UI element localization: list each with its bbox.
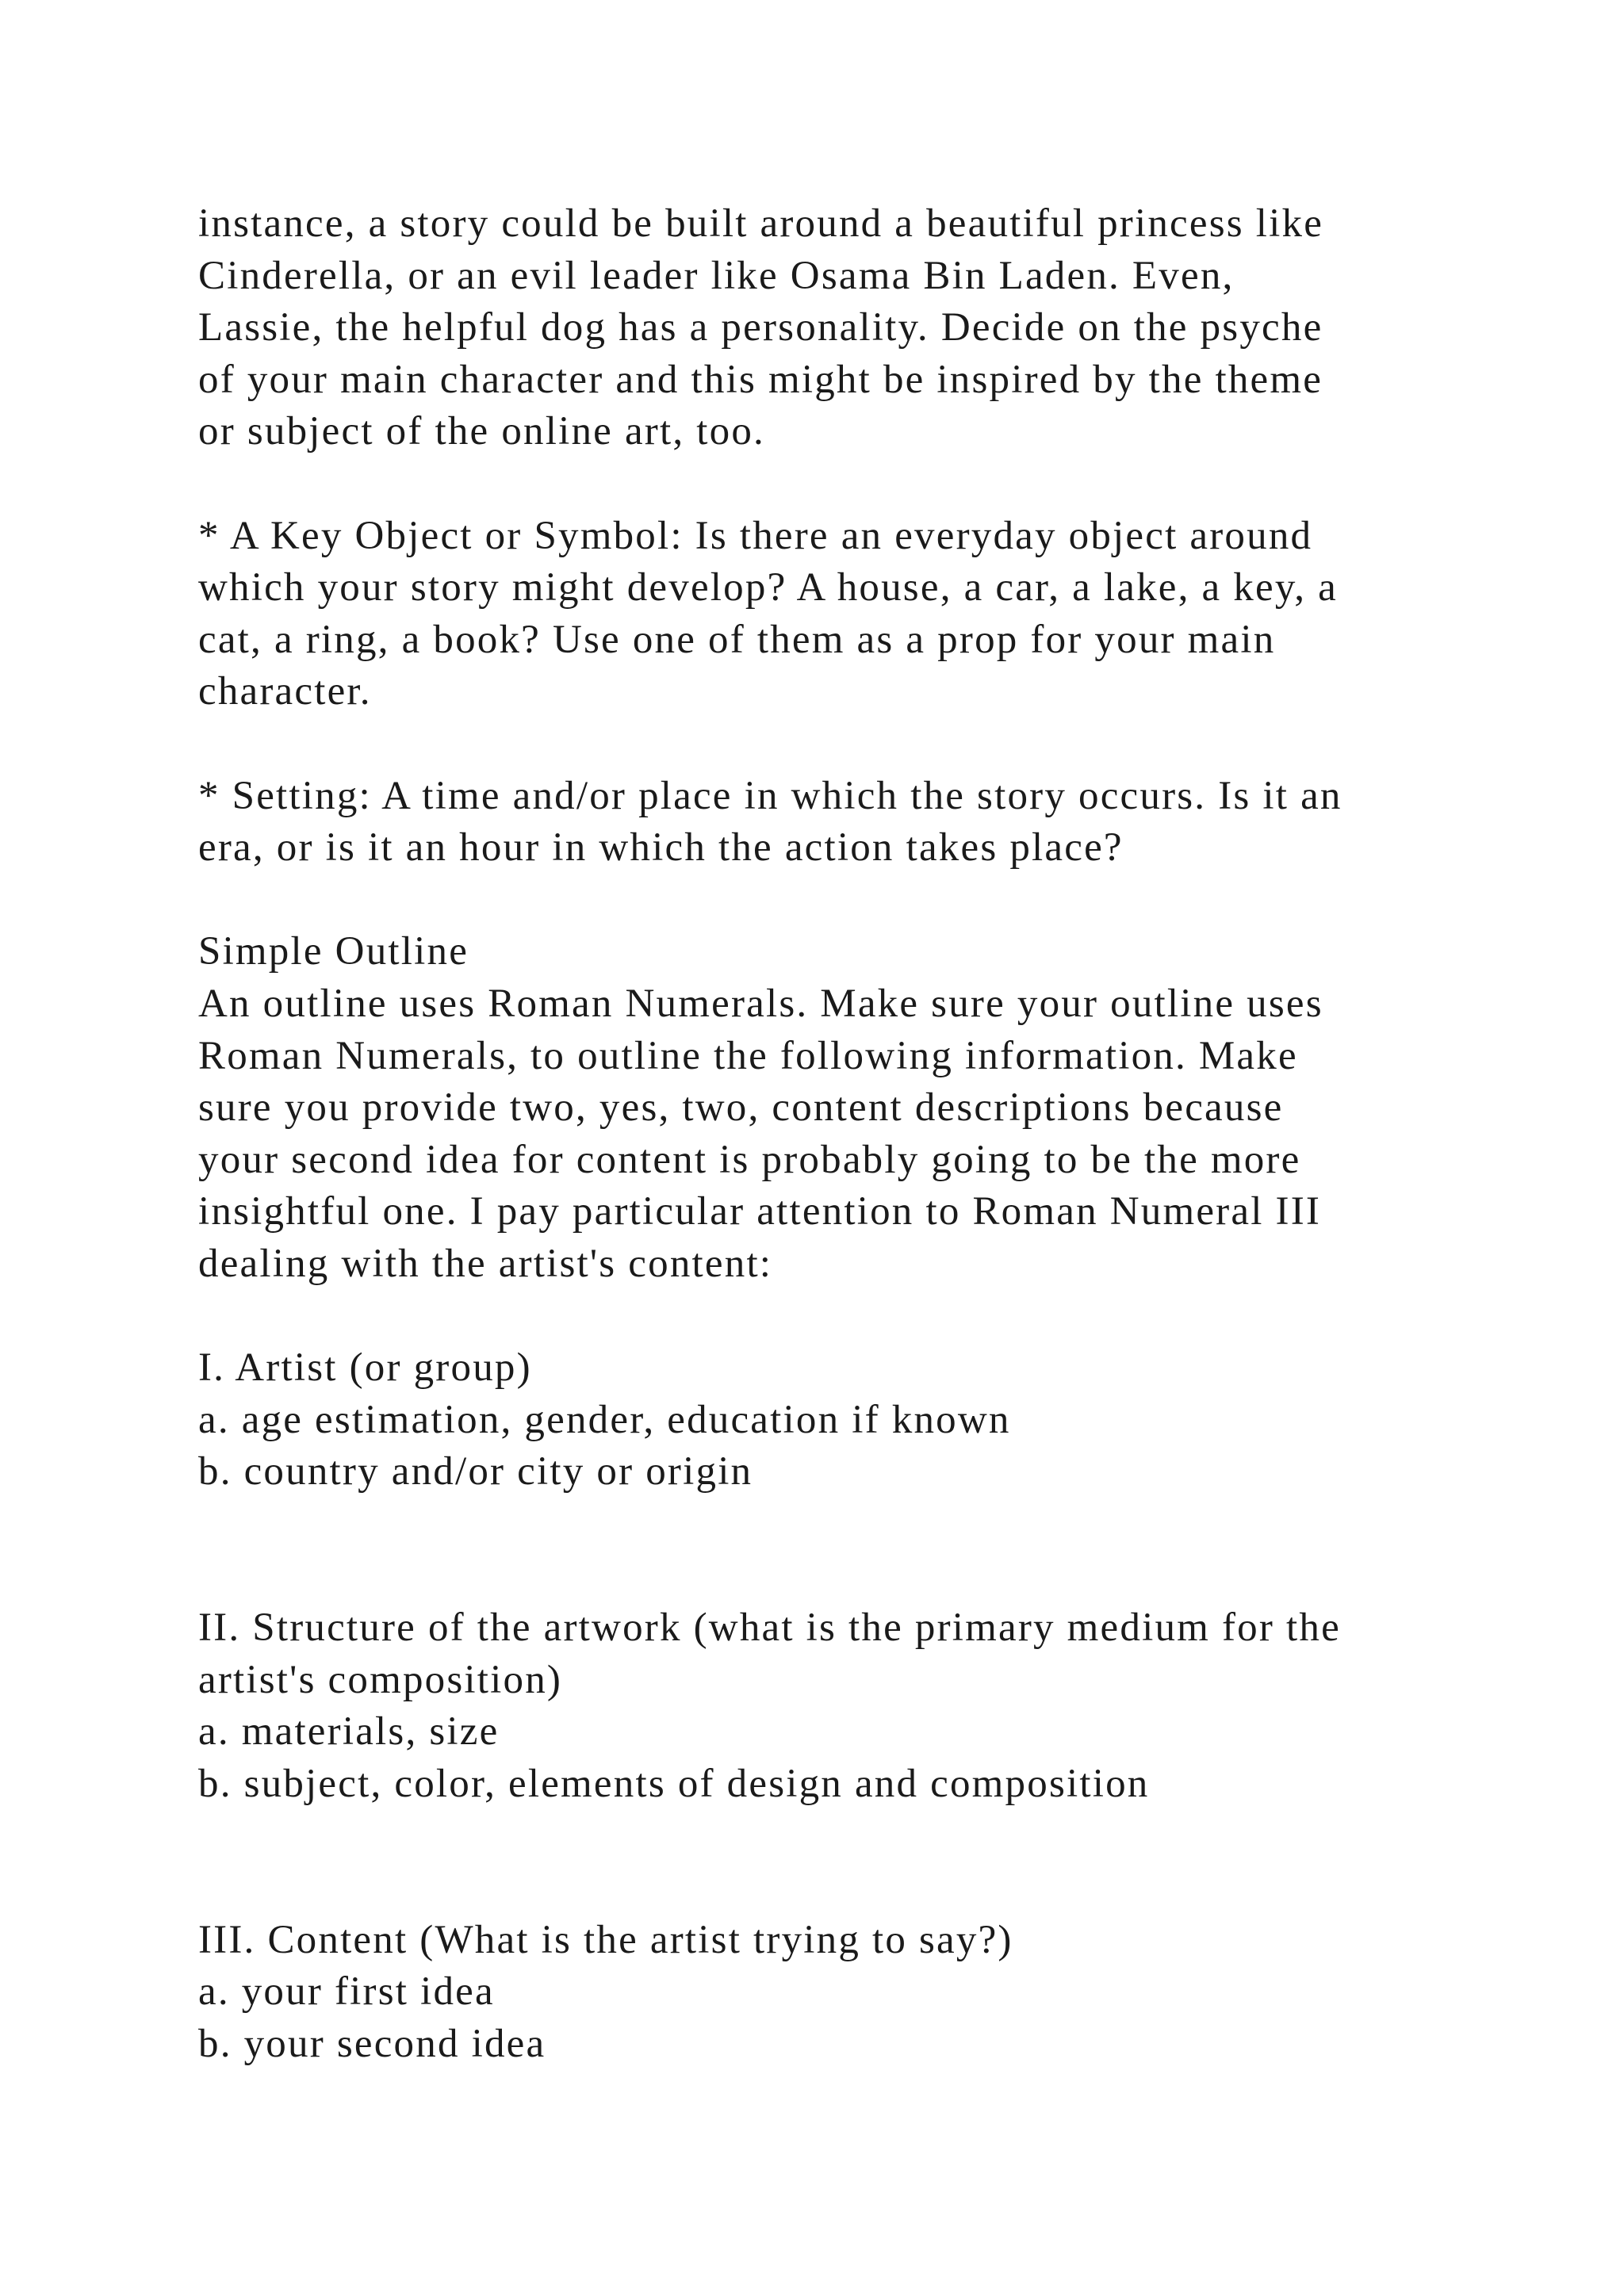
section-title: artist's composition) [198,1657,563,1702]
text-line: character. [198,669,372,714]
text-line: Roman Numerals, to outline the following information. Make [198,1033,1298,1078]
section-title: III. Content (What is the artist trying to say?) [198,1917,1013,1962]
text-line: which your story might develop? A house, a car, a lake, a key, a [198,565,1338,610]
blank-line [198,1550,1499,1602]
outline-heading: Simple Outline [198,929,469,974]
blank-line [198,458,1499,511]
outline-item: b. country and/or city or origin [198,1449,753,1494]
text-line: cat, a ring, a book? Use one of them as a prop for your main [198,617,1276,662]
outline-section-artist [198,1342,1499,1498]
text-line: or subject of the online art, too. [198,409,765,454]
character-paragraph [198,198,1499,458]
outline-item: a. materials, size [198,1709,500,1755]
text-line: * A Key Object or Symbol: Is there an everyday object around [198,513,1313,558]
text-line: Cinderella, or an evil leader like Osama Bin Laden. Even, [198,253,1235,298]
text-line: * Setting: A time and/or place in which the story occurs. Is it an [198,773,1342,818]
blank-line [198,1498,1499,1551]
outline-item: b. your second idea [198,2021,546,2066]
text-line: An outline uses Roman Numerals. Make sure your outline uses [198,981,1323,1026]
text-line: of your main character and this might be inspired by the theme [198,357,1323,402]
text-line: sure you provide two, yes, two, content descriptions because [198,1085,1284,1131]
text-line: insightful one. I pay particular attention to Roman Numeral III [198,1189,1322,1234]
key-object-paragraph [198,511,1499,718]
document-body [198,198,1499,2070]
outline-section-content [198,1915,1499,2071]
blank-line [198,1810,1499,1862]
text-line: instance, a story could be built around a beautiful princess like [198,201,1324,246]
outline-item: b. subject, color, elements of design and composition [198,1761,1150,1806]
section-title: I. Artist (or group) [198,1345,532,1391]
text-line: dealing with the artist's content: [198,1241,773,1286]
outline-section-structure [198,1602,1499,1810]
text-line: Lassie, the helpful dog has a personality. Decide on the psyche [198,305,1323,350]
outline-item: a. age estimation, gender, education if known [198,1397,1011,1442]
outline-item: a. your first idea [198,1969,495,2015]
setting-paragraph [198,771,1499,874]
blank-line [198,874,1499,927]
outline-intro-paragraph [198,978,1499,1291]
section-title: II. Structure of the artwork (what is the primary medium for the [198,1605,1341,1651]
blank-line [198,1290,1499,1342]
blank-line [198,718,1499,771]
text-line: your second idea for content is probably going to be the more [198,1137,1301,1182]
text-line: era, or is it an hour in which the action takes place? [198,825,1124,871]
blank-line [198,1862,1499,1915]
